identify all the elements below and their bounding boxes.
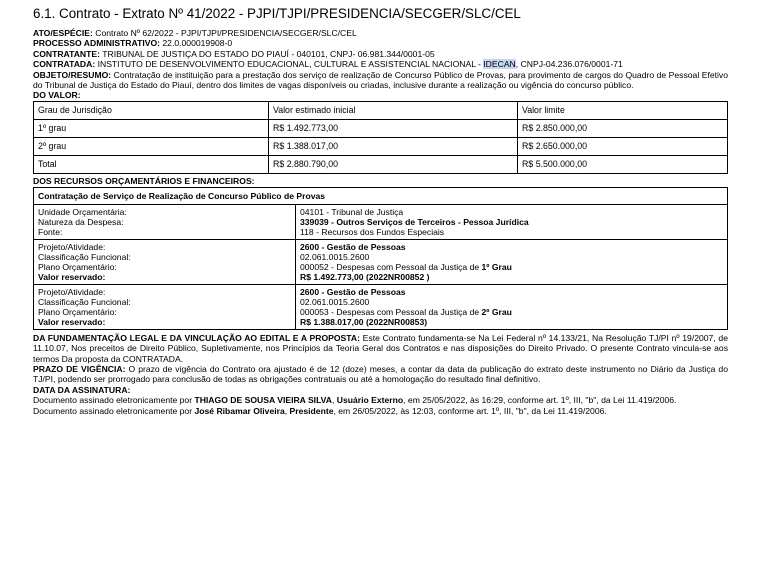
table-header-cell: Grau de Jurisdição — [34, 101, 269, 119]
table-row — [34, 155, 728, 173]
table-row — [34, 119, 728, 137]
assinatura-2: Documento assinado eletronicamente por José Ribamar Oliveira, Presidente, em 26/05/2022, às 12:03, conforme art. 1º, III, "b", da Lei 11.419/2006. — [33, 405, 607, 416]
table-cell: 2600 - Gestão de Pessoas 02.061.0015.2600 000052 - Despesas com Pessoal da Justiça de 1º Grau R$ 1.492.773,00 (2022NR00852 ) — [296, 239, 728, 284]
table-row — [34, 284, 728, 329]
table-cell: R$ 1.492.773,00 — [269, 119, 518, 137]
table-header-cell: Valor estimado inicial — [269, 101, 518, 119]
highlighted-text: IDECAN — [483, 59, 516, 70]
recursos-table — [33, 187, 728, 330]
assinatura-1: Documento assinado eletronicamente por THIAGO DE SOUSA VIEIRA SILVA, Usuário Externo, em 25/05/2022, às 16:29, conforme art. 1º, III, "b", da Lei 11.419/2006. — [33, 395, 677, 406]
contratada: CONTRATADA: INSTITUTO DE DESENVOLVIMENTO EDUCACIONAL, CULTURAL E ASSISTENCIAL NACIONAL - IDECAN, CNPJ-04.236.076/0001-71 — [33, 59, 623, 70]
table-cell: 04101 - Tribunal de Justiça 339039 - Outros Serviços de Terceiros - Pessoa Jurídica 118 - Recursos dos Fundos Especiais — [296, 204, 728, 239]
table-row — [34, 204, 728, 239]
ato-especie: ATO/ESPÉCIE: Contrato Nº 62/2022 - PJPI/TJPI/PRESIDENCIA/SECGER/SLC/CEL — [33, 28, 357, 38]
do-valor-label: DO VALOR: — [33, 90, 81, 101]
table-cell: 1º grau — [34, 119, 269, 137]
recursos-label: DOS RECURSOS ORÇAMENTÁRIOS E FINANCEIROS: — [33, 175, 255, 186]
table-row — [34, 239, 728, 284]
table-header-row — [34, 101, 728, 119]
valor-table — [33, 101, 728, 174]
table-cell: R$ 2.650.000,00 — [518, 137, 728, 155]
table-cell: Unidade Orçamentária: Natureza da Despesa: Fonte: — [34, 204, 296, 239]
table-cell: R$ 5.500.000,00 — [518, 155, 728, 173]
table-cell: Total — [34, 155, 269, 173]
data-assinatura-label: DATA DA ASSINATURA: — [33, 384, 131, 395]
table-cell: 2600 - Gestão de Pessoas 02.061.0015.2600 000053 - Despesas com Pessoal da Justiça de 2º Grau R$ 1.388.017,00 (2022NR00853) — [296, 284, 728, 329]
page-title: 6.1. Contrato - Extrato Nº 41/2022 - PJPI/TJPI/PRESIDENCIA/SECGER/SLC/CEL — [33, 6, 521, 21]
objeto-resumo: OBJETO/RESUMO: Contratação de instituição para a prestação dos serviço de realização de Concurso Público de Provas, para provimento de cargos do Quadro de Pessoal Efetivo do Tribunal de Justiça do Estado do Piauí, dentro dos limites de vagas disponíveis ou criadas, inclusive durante a realização ou vigência do concurso público. — [33, 69, 728, 91]
prazo-vigencia: PRAZO DE VIGÊNCIA: O prazo de vigência do Contrato ora ajustado é de 12 (doze) meses, a contar da data da publicação do extrato deste instrumento no Diário da Justiça do TJ/PI, podendo ser prorrogado para conclusão de todas as obrigações contratuais ou até a homologação do resultado final definitivo. — [33, 364, 728, 385]
table-header-row — [34, 187, 728, 204]
fundamentacao-legal: DA FUNDAMENTAÇÃO LEGAL E DA VINCULAÇÃO AO EDITAL E A PROPOSTA: Este Contrato fundamenta-se Na Lei Federal nº 14.133/21, Na Resolução TJ/PI nº 19/2007, de 11.10.07, Nos preceitos de Direito Público, Supletivamente, nos Princípios da Teoria Geral dos Contratos e nas disposições do Direito Privado. O presente Contrato vincula-se aos termos Da proposta da CONTRATADA. — [33, 332, 728, 364]
processo-administrativo: PROCESSO ADMINISTRATIVO: 22.0.000019908-0 — [33, 38, 233, 49]
table-row — [34, 137, 728, 155]
contract-extract-document — [33, 6, 728, 416]
recursos-table-header: Contratação de Serviço de Realização de Concurso Público de Provas — [34, 187, 728, 204]
table-cell: R$ 2.880.790,00 — [269, 155, 518, 173]
table-header-cell: Valor limite — [518, 101, 728, 119]
table-cell: 2º grau — [34, 137, 269, 155]
contratante: CONTRATANTE: TRIBUNAL DE JUSTIÇA DO ESTADO DO PIAUÍ - 040101, CNPJ- 06.981.344/0001-05 — [33, 48, 435, 59]
table-cell: R$ 1.388.017,00 — [269, 137, 518, 155]
table-cell: R$ 2.850.000,00 — [518, 119, 728, 137]
table-cell: Projeto/Atividade: Classificação Funcional: Plano Orçamentário: Valor reservado: — [34, 239, 296, 284]
table-cell: Projeto/Atividade: Classificação Funcional: Plano Orçamentário: Valor reservado: — [34, 284, 296, 329]
